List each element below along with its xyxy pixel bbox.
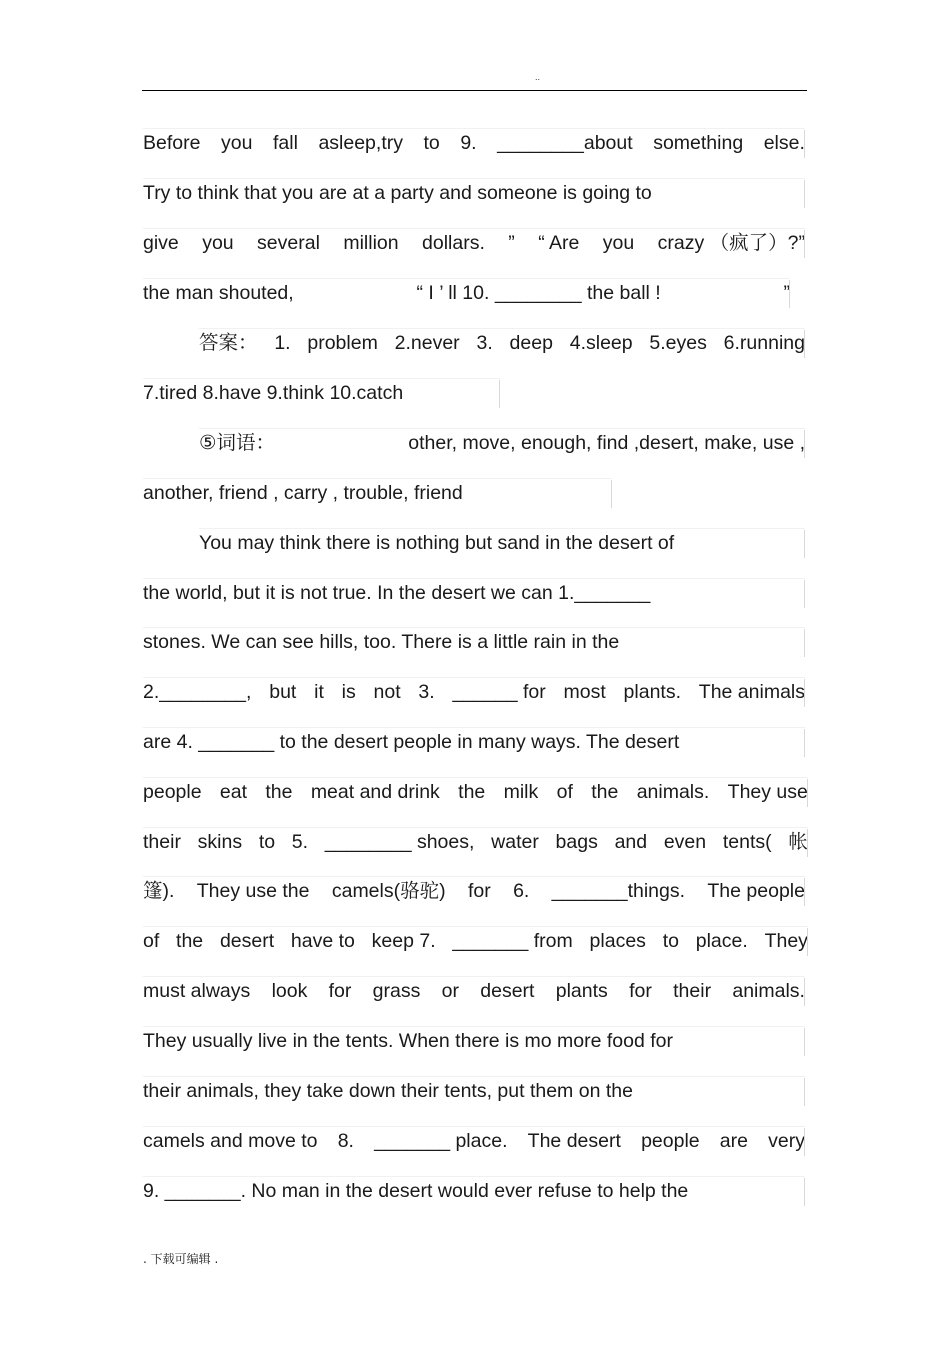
text-segment: the: [176, 930, 204, 952]
text-segment: or: [441, 980, 459, 1002]
text-segment: eat: [219, 781, 248, 803]
text-segment: _______ from: [452, 930, 573, 952]
text-segment: their animals, they take down their tents, put them on the: [143, 1080, 633, 1102]
text-segment: the man shouted,: [143, 282, 294, 304]
text-segment: the world, but it is not true. In the desert we can 1._______: [143, 582, 651, 604]
text-line: [143, 876, 805, 906]
text-segment: They: [764, 930, 808, 952]
text-segment: of: [143, 930, 160, 952]
text-segment: milk: [503, 781, 539, 803]
text-segment: The people: [707, 880, 805, 902]
text-segment: you: [602, 232, 635, 254]
text-segment: you: [202, 232, 234, 254]
text-segment: people: [641, 1130, 700, 1152]
text-segment: are 4. _______ to the desert people in many ways. The desert: [143, 731, 680, 753]
text-segment: The desert: [527, 1130, 621, 1152]
text-segment: another, friend , carry , trouble, friend: [143, 482, 463, 504]
text-segment: 帐: [788, 831, 808, 853]
text-line: [143, 1176, 805, 1206]
text-segment: crazy （疯了）?”: [657, 232, 805, 254]
text-segment: ________ shoes,: [324, 831, 475, 853]
text-segment: 8.: [337, 1130, 354, 1152]
text-segment: They use: [727, 781, 808, 803]
text-segment: ”: [783, 282, 790, 304]
text-segment: fall: [272, 132, 298, 154]
text-line: [143, 578, 805, 608]
text-line: [143, 228, 805, 258]
text-segment: look: [271, 980, 308, 1002]
text-segment: even: [663, 831, 707, 853]
text-segment: tents(: [722, 831, 772, 853]
text-line: [143, 478, 612, 508]
text-segment: desert: [480, 980, 535, 1002]
text-segment: 3.: [476, 332, 493, 354]
text-segment: several: [257, 232, 320, 254]
text-segment: _______ place.: [374, 1130, 508, 1152]
text-line: [143, 1076, 805, 1106]
text-segment: people: [143, 781, 202, 803]
text-segment: camels(骆驼): [331, 880, 446, 902]
header-rule: [142, 90, 807, 91]
text-line: [143, 1126, 805, 1156]
text-line: [199, 428, 805, 458]
footer-text: . 下载可编辑 .: [143, 1252, 219, 1266]
text-segment: desert: [219, 930, 275, 952]
text-segment: the: [591, 781, 619, 803]
text-segment: 2.never: [394, 332, 460, 354]
text-segment: Before: [143, 132, 201, 154]
text-segment: the: [265, 781, 293, 803]
text-line: [143, 378, 500, 408]
text-segment: and: [614, 831, 648, 853]
text-segment: to: [423, 132, 440, 154]
text-segment: ”: [508, 232, 515, 254]
text-segment: animals.: [732, 980, 805, 1002]
text-segment: for: [467, 880, 491, 902]
text-segment: plants.: [623, 681, 681, 703]
text-line: [143, 677, 805, 707]
text-segment: it: [314, 681, 324, 703]
text-segment: problem: [307, 332, 378, 354]
text-line: [143, 278, 790, 308]
text-segment: to: [662, 930, 679, 952]
text-segment: 3.: [418, 681, 435, 703]
text-segment: their: [673, 980, 712, 1002]
text-segment: something: [653, 132, 744, 154]
text-segment: are: [719, 1130, 748, 1152]
text-line: [199, 328, 805, 358]
text-segment: plants: [555, 980, 608, 1002]
text-line: [143, 1026, 805, 1056]
text-segment: water: [491, 831, 539, 853]
text-segment: They use the: [196, 880, 310, 902]
text-segment: else.: [763, 132, 805, 154]
text-segment: for: [328, 980, 352, 1002]
text-segment: grass: [372, 980, 421, 1002]
text-segment: 6.running: [723, 332, 805, 354]
text-line: [143, 777, 808, 807]
text-segment: asleep,try: [318, 132, 403, 154]
text-segment: places: [589, 930, 646, 952]
text-segment: 9. _______. No man in the desert would ever refuse to help the: [143, 1180, 689, 1202]
text-segment: bags: [555, 831, 598, 853]
text-segment: 4.sleep: [569, 332, 633, 354]
text-segment: 1.: [274, 332, 291, 354]
text-segment: “ I ’ ll 10. ________ the ball !: [416, 282, 661, 304]
text-line: [143, 627, 805, 657]
text-segment: of: [556, 781, 573, 803]
text-segment: to: [258, 831, 276, 853]
text-segment: 6.: [513, 880, 530, 902]
header-mark: ..: [535, 72, 541, 82]
text-segment: give: [143, 232, 179, 254]
text-segment: place.: [695, 930, 748, 952]
text-line: [143, 827, 808, 857]
text-segment: must always: [143, 980, 251, 1002]
text-segment: skins: [197, 831, 243, 853]
text-segment: million: [343, 232, 399, 254]
text-segment: The animals: [698, 681, 805, 703]
text-line: [143, 128, 805, 158]
text-segment: animals.: [636, 781, 710, 803]
text-segment: very: [768, 1130, 805, 1152]
text-segment: 9.: [460, 132, 477, 154]
text-line: [199, 528, 805, 558]
text-segment: You may think there is nothing but sand in the desert of: [199, 532, 675, 554]
text-segment: for: [629, 980, 652, 1002]
text-segment: ________about: [497, 132, 633, 154]
text-segment: stones. We can see hills, too. There is a little rain in the: [143, 631, 620, 653]
text-segment: most: [563, 681, 606, 703]
text-segment: 5.eyes: [649, 332, 707, 354]
text-segment: 答案：: [199, 332, 258, 354]
text-segment: keep 7.: [371, 930, 436, 952]
text-segment: you: [220, 132, 253, 154]
text-line: [143, 926, 808, 956]
text-segment: their: [143, 831, 181, 853]
text-segment: dollars.: [422, 232, 485, 254]
text-segment: meat and drink: [310, 781, 440, 803]
text-segment: but: [269, 681, 297, 703]
text-segment: camels and move to: [143, 1130, 318, 1152]
text-segment: 2.________,: [143, 681, 252, 703]
text-segment: deep: [509, 332, 553, 354]
text-segment: ⑤词语：: [199, 432, 275, 454]
text-line: [143, 727, 805, 757]
text-segment: not: [373, 681, 401, 703]
text-segment: have to: [290, 930, 355, 952]
text-segment: 7.tired 8.have 9.think 10.catch: [143, 382, 404, 404]
text-segment: They usually live in the tents. When there is mo more food for: [143, 1030, 673, 1052]
text-segment: 篷).: [143, 880, 175, 902]
text-segment: Try to think that you are at a party and someone is going to: [143, 182, 652, 204]
text-segment: the: [458, 781, 486, 803]
text-line: [143, 178, 805, 208]
text-segment: is: [341, 681, 356, 703]
text-segment: ______ for: [452, 681, 546, 703]
text-segment: _______things.: [551, 880, 686, 902]
text-segment: other, move, enough, find ,desert, make, use ,: [408, 432, 805, 454]
text-line: [143, 976, 805, 1006]
text-segment: “ Are: [538, 232, 580, 254]
text-segment: 5.: [291, 831, 309, 853]
